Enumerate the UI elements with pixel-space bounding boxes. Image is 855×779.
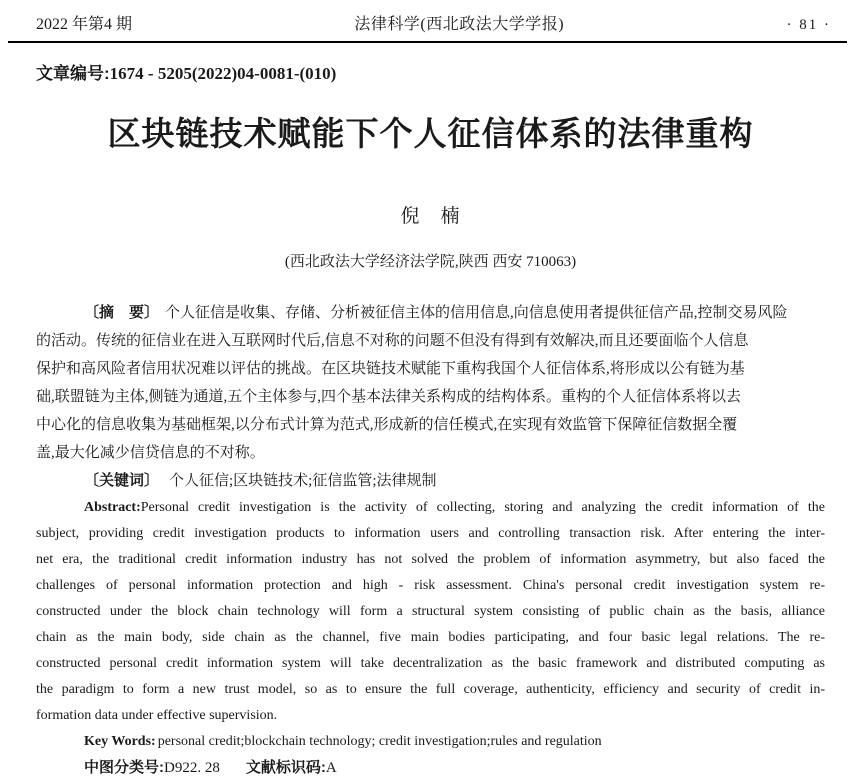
page-header [0, 0, 855, 35]
abstract-english-label: Abstract: [84, 500, 141, 515]
author-name: 倪 楠 [400, 206, 461, 227]
issue-info: 2022 年第4 期 [36, 16, 133, 33]
doc-code-label: 文献标识码: [245, 759, 326, 776]
text-line: 保护和高风险者信用状况难以评估的挑战。在区块链技术赋能下重构我国个人征信体系,将形成以公有链为基 [36, 361, 745, 377]
text-line: the paradigm to form a new trust model, so as to ensure the full coverage, authenticity, efficiency and security of credit in- [36, 682, 825, 697]
abstract-english-text: Personal credit investigation is the activity of collecting, storing and analyzing the credit information of the [140, 500, 825, 515]
journal-name: 法律科学(西北政法大学学报) [354, 16, 565, 33]
text-line: 的活动。传统的征信业在进入互联网时代后,信息不对称的问题不但没有得到有效解决,而且还要面临个人信息 [36, 333, 749, 349]
classification-line [36, 755, 825, 779]
abstract-chinese-label: 〔摘 要〕 [84, 304, 160, 321]
abstract-chinese-text: 个人征信是收集、存储、分析被征信主体的信用信息,向信息使用者提供征信产品,控制交易风险 [165, 305, 788, 321]
keywords-english-value: personal credit;blockchain technology; credit investigation;rules and regulation [157, 734, 602, 749]
keywords-chinese-label: 〔关键词〕 [84, 472, 160, 489]
article-id-value: 1674 - 5205(2022)04-0081-(010) [109, 64, 337, 83]
abstract-chinese [36, 299, 825, 467]
keywords-chinese [36, 467, 825, 495]
abstract-english-first-line [36, 495, 825, 521]
abstract-english [36, 495, 825, 729]
abstract-english-lines [36, 521, 825, 729]
doc-code-value: A [325, 760, 337, 776]
abstract-chinese-lines [36, 327, 825, 467]
article-title: 区块链技术赋能下个人征信体系的法律重构 [107, 117, 754, 153]
article-id-line [36, 63, 825, 84]
text-line: constructed personal credit information system will take decentralization as the basic framework and distributed computing as [36, 656, 825, 671]
clc-label: 中图分类号: [84, 759, 164, 776]
text-line: 盖,最大化减少信贷信息的不对称。 [36, 445, 265, 461]
text-line: subject, providing credit investigation products to information users and controlling transaction risk. After entering the inter- [36, 526, 825, 541]
article-content [36, 63, 825, 779]
text-line: constructed under the block chain technology will form a structural system consisting of public chain as the basis, alliance [36, 604, 825, 619]
text-line: net era, the traditional credit information industry has not solved the problem of information asymmetry, but also faced the [36, 552, 825, 567]
clc-value: D922. 28 [164, 760, 220, 776]
keywords-chinese-value: 个人征信;区块链技术;征信监管;法律规制 [169, 473, 437, 489]
article-id-label: 文章编号: [36, 64, 110, 83]
text-line: 础,联盟链为主体,侧链为通道,五个主体参与,四个基本法律关系构成的结构体系。重构的个人征信体系将以去 [36, 389, 742, 405]
text-line: formation data under effective supervision. [36, 708, 278, 723]
author-affiliation: (西北政法大学经济法学院,陕西 西安 710063) [284, 254, 577, 270]
text-line: chain as the main body, side chain as the channel, five main bodies participating, and four basic legal relations. The re- [36, 630, 825, 645]
page-number: · 81 · [786, 17, 831, 33]
keywords-english-label: Key Words: [84, 734, 156, 749]
abstract-chinese-first-line [36, 299, 825, 327]
header-divider [8, 41, 847, 43]
text-line: 中心化的信息收集为基础框架,以分布式计算为范式,形成新的信任模式,在实现有效监管下保障征信数据全覆 [36, 417, 738, 433]
keywords-english [36, 729, 825, 755]
text-line: challenges of personal information protection and high - risk assessment. China's personal credit investigation system re- [36, 578, 825, 593]
